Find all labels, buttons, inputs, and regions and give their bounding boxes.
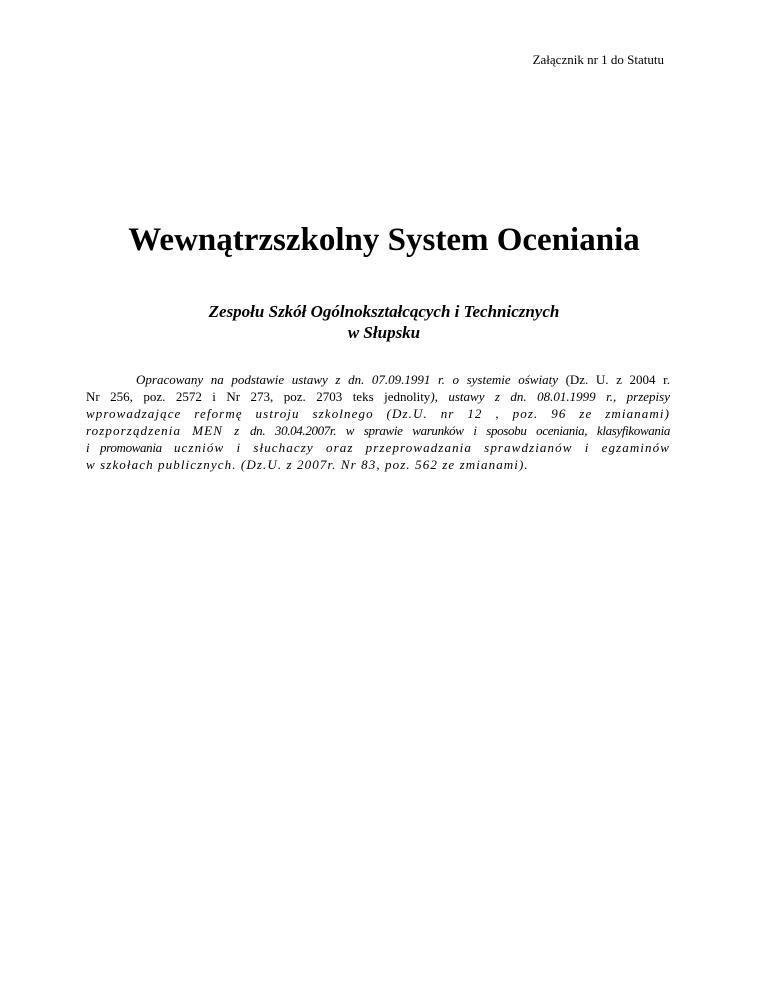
- basis-line-4: rozporządzenia MEN z dn. 30.04.2007r. w sprawie warunków i sposobu oceniania, klasyfikowania: [86, 423, 670, 438]
- basis-line-2: Nr 256, poz. 2572 i Nr 273, poz. 2703 teks jednolity), ustawy z dn. 08.01.1999 r., przepisy: [86, 389, 670, 404]
- basis-line-6: w szkołach publicznych. (Dz.U. z 2007r. Nr 83, poz. 562 ze zmianami).: [86, 457, 529, 472]
- basis-line-3: wprowadzające reformę ustroju szkolnego (Dz.U. nr 12 , poz. 96 ze zmianami): [86, 406, 670, 421]
- basis-line-1: Opracowany na podstawie ustawy z dn. 07.09.1991 r. o systemie oświaty (Dz. U. z 2004 r.: [136, 372, 670, 387]
- basis-line-5: i promowania uczniów i słuchaczy oraz przeprowadzania sprawdzianów i egzaminów: [86, 440, 670, 455]
- legal-basis-paragraph: [86, 371, 670, 473]
- document-title: Wewnątrzszkolny System Oceniania: [128, 222, 640, 258]
- annex-note: Załącznik nr 1 do Statutu: [532, 52, 664, 67]
- document-subtitle: [0, 301, 768, 343]
- subtitle-line-school: Zespołu Szkół Ogólnokształcących i Technicznych: [208, 302, 560, 321]
- subtitle-line-city: w Słupsku: [347, 323, 421, 342]
